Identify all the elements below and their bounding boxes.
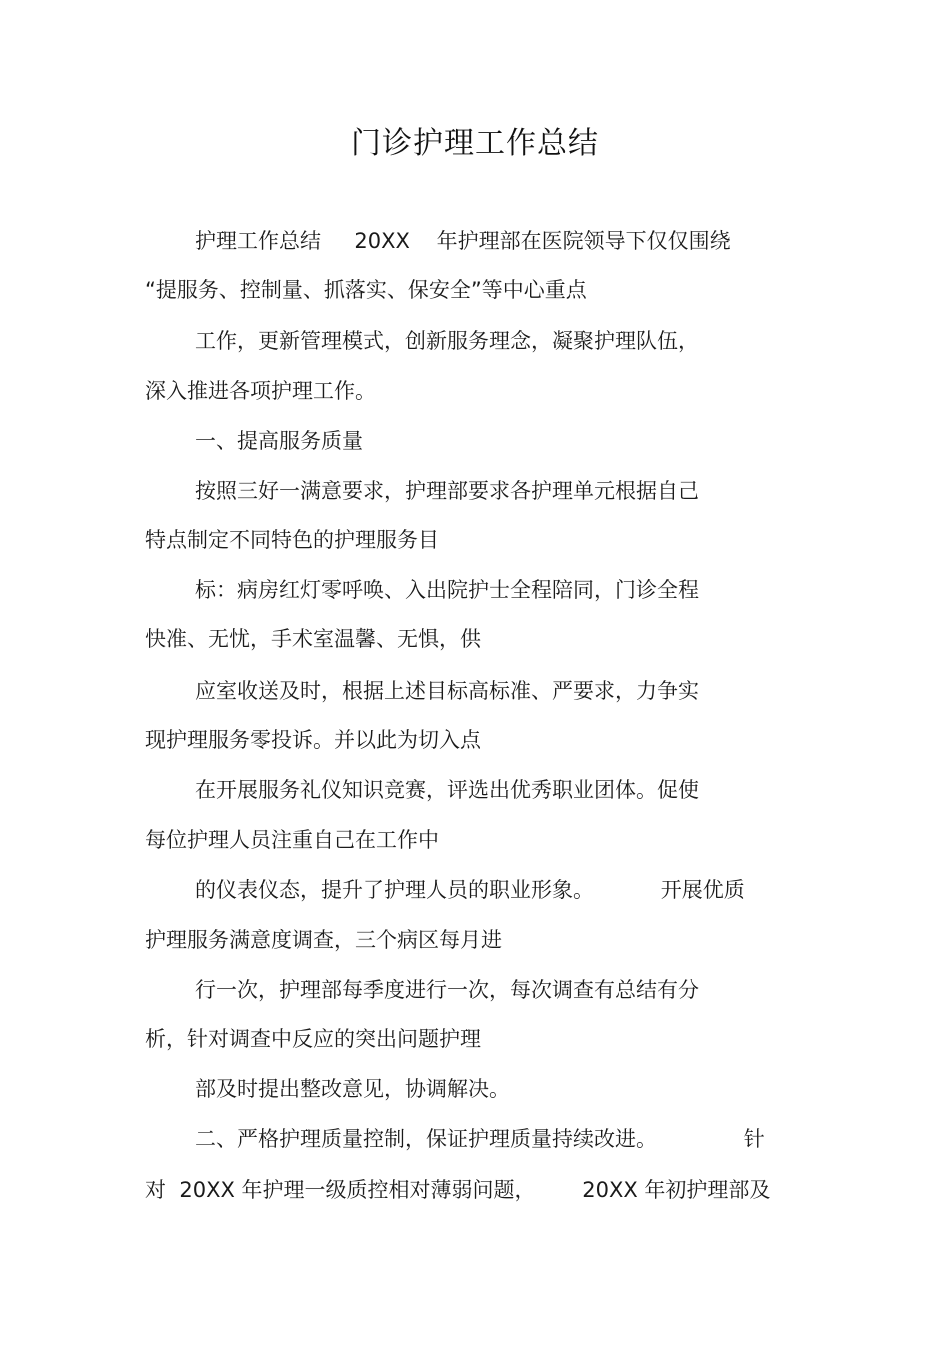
paragraph-line: 标：病房红灯零呼唤、入出院护士全程陪同，门诊全程 [195,578,699,602]
paragraph-line: “提服务、控制量、抓落实、保安全”等中心重点 [145,278,587,302]
paragraph-line: 应室收送及时，根据上述目标高标准、严要求，力争实 [195,679,699,703]
paragraph-line: 深入推进各项护理工作。 [145,379,376,403]
paragraph-line: 护理服务满意度调查，三个病区每月进 [145,928,502,952]
paragraph-line: 按照三好一满意要求，护理部要求各护理单元根据自己 [195,479,699,503]
paragraph-line: 在开展服务礼仪知识竞赛，评选出优秀职业团体。促使 [195,778,699,802]
paragraph-line: 特点制定不同特色的护理服务目 [145,528,439,552]
paragraph-line: 工作，更新管理模式，创新服务理念，凝聚护理队伍， [195,329,699,353]
paragraph-line: 对 20XX 年护理一级质控相对薄弱问题， 20XX 年初护理部及 [145,1178,771,1202]
paragraph-line: 护理工作总结 20XX 年护理部在医院领导下仅仅围绕 [195,229,731,253]
paragraph-line: 部及时提出整改意见，协调解决。 [195,1077,510,1101]
paragraph-line: 快准、无忧，手术室温馨、无惧，供 [145,627,481,651]
paragraph-line: 每位护理人员注重自己在工作中 [145,828,439,852]
paragraph-line: 现护理服务零投诉。并以此为切入点 [145,728,481,752]
section-heading: 一、提高服务质量 [195,429,363,453]
paragraph-line: 行一次，护理部每季度进行一次，每次调查有总结有分 [195,978,699,1002]
paragraph-line: 析，针对调查中反应的突出问题护理 [145,1027,481,1051]
document-title: 门诊护理工作总结 [351,126,599,161]
section-heading: 二、严格护理质量控制，保证护理质量持续改进。 针 [195,1127,765,1151]
paragraph-line: 的仪表仪态，提升了护理人员的职业形象。 开展优质 [195,878,745,902]
